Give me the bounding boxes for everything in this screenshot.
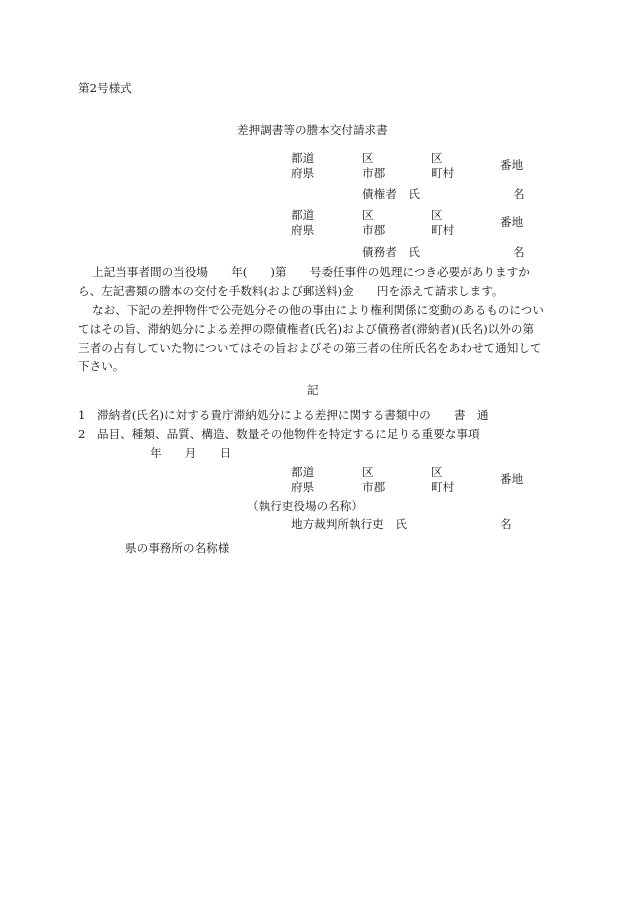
- prefecture-label-bottom: 府県: [291, 166, 315, 180]
- paragraph-line: ら、左記書類の謄本の交付を手数料(および郵送料)金 円を添えて請求します。: [78, 284, 504, 298]
- debtor-name-label: 債務者 氏: [362, 245, 420, 259]
- paragraph-line: 上記当事者間の当役場 年( )第 号委任事件の処理につき必要がありますか: [92, 265, 530, 279]
- debtor-address-block: [0, 208, 630, 238]
- city-district-label: 市郡: [362, 480, 386, 494]
- addressee: 県の事務所の名称様: [125, 541, 230, 555]
- bailiff-name-label: 地方裁判所執行吏 氏: [291, 517, 407, 531]
- form-number: 第2号様式: [78, 81, 132, 95]
- bailiff-name-suffix: 名: [500, 517, 512, 531]
- town-village-label: 町村: [431, 480, 455, 494]
- document-title: 差押調書等の謄本交付請求書: [237, 123, 388, 137]
- town-village-label: 町村: [431, 223, 455, 237]
- prefecture-label-bottom: 府県: [291, 480, 315, 494]
- date-line: 年 月 日: [150, 446, 232, 460]
- prefecture-label-top: 都道: [291, 151, 315, 165]
- paragraph-line: 下さい。: [78, 359, 125, 373]
- lot-number-label: 番地: [500, 158, 524, 172]
- item-number: 2: [78, 427, 86, 441]
- ward-label: 区: [362, 208, 374, 222]
- paragraph-line: なお、下記の差押物件で公売処分その他の事由により権利関係に変動のあるものについ: [92, 303, 544, 317]
- creditor-address-block: [0, 151, 630, 181]
- item-text: 品目、種類、品質、構造、数量その他物件を特定するに足りる重要な事項: [97, 427, 480, 441]
- lot-number-label: 番地: [500, 472, 524, 486]
- ward-label: 区: [362, 465, 374, 479]
- notice-heading: 記: [307, 383, 319, 397]
- paragraph-line: 三者の占有していた物についてはその旨およびその第三者の住所氏名をあわせて通知して: [78, 341, 542, 355]
- ward-label-2: 区: [431, 208, 443, 222]
- debtor-name-suffix: 名: [513, 245, 525, 259]
- paragraph-line: てはその旨、滞納処分による差押の際債権者(氏名)および債務者(滞納者)(氏名)以外の第: [78, 322, 535, 336]
- city-district-label: 市郡: [362, 166, 386, 180]
- ward-label: 区: [362, 151, 374, 165]
- ward-label-2: 区: [431, 151, 443, 165]
- bailiff-address-block: [0, 465, 630, 495]
- ward-label-2: 区: [431, 465, 443, 479]
- item-number: 1: [78, 408, 86, 422]
- prefecture-label-top: 都道: [291, 465, 315, 479]
- lot-number-label: 番地: [500, 215, 524, 229]
- city-district-label: 市郡: [362, 223, 386, 237]
- creditor-name-label: 債権者 氏: [362, 187, 420, 201]
- creditor-name-suffix: 名: [513, 187, 525, 201]
- town-village-label: 町村: [431, 166, 455, 180]
- prefecture-label-top: 都道: [291, 208, 315, 222]
- bailiff-office-label: （執行吏役場の名称）: [247, 499, 363, 513]
- prefecture-label-bottom: 府県: [291, 223, 315, 237]
- item-text: 滞納者(氏名)に対する貴庁滞納処分による差押に関する書類中の 書 通: [97, 408, 489, 422]
